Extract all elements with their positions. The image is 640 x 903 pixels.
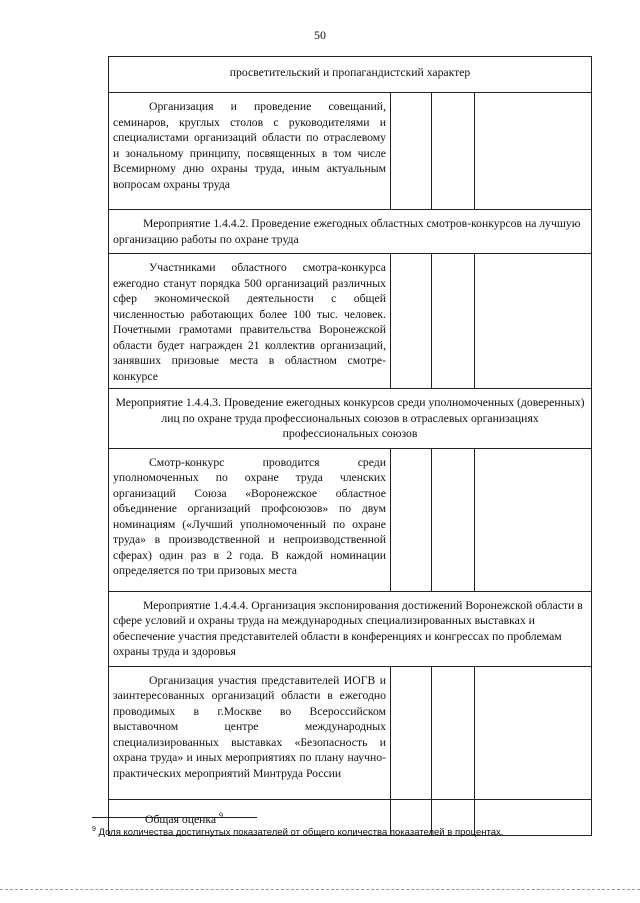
footnote-mark: 9 xyxy=(92,826,96,833)
measure-description: Смотр-конкурс проводится среди уполномоченных по охране труда членских организаций Союза «Воронежское областное объединение организаций профсоюзов» по двум номинациям («Лучший уполномоченный по охране труда» в производственной и непроизводственной сферах) один раз в 2 года. В каждой номинации определяется по три призовых места xyxy=(109,448,391,591)
footnote xyxy=(92,826,612,838)
table-cell-empty xyxy=(475,448,592,591)
table-row xyxy=(109,57,592,93)
footnote-divider xyxy=(92,817,257,818)
table-row xyxy=(109,210,592,254)
measures-table xyxy=(108,56,592,836)
table-cell-empty xyxy=(432,666,475,799)
table-cell-empty xyxy=(391,254,432,389)
table-row xyxy=(109,389,592,449)
table-row xyxy=(109,591,592,666)
section-header: просветительский и пропагандистский характер xyxy=(109,57,592,93)
table-cell-empty xyxy=(475,666,592,799)
footnote-text: Доля количества достигнутых показателей от общего количества показателей в процентах. xyxy=(98,827,504,839)
measure-description: Организация участия представителей ИОГВ и заинтересованных организаций области в ежегодно проводимых в г.Москве во Всероссийском выставочном центре международных специализированных выставках «Безопасность и охрана труда» и иных мероприятиях по плану научно-практических мероприятий Минтруда России xyxy=(109,666,391,799)
table-cell-empty xyxy=(432,448,475,591)
measure-title: Мероприятие 1.4.4.3. Проведение ежегодных конкурсов среди уполномоченных (доверенных) лиц по охране труда профессиональных союзов в отраслевых организациях профессиональных союзов xyxy=(109,389,592,449)
measure-description: Участниками областного смотра-конкурса ежегодно станут порядка 500 организаций различных сфер экономической деятельности с общей численностью работающих более 100 тыс. человек. Почетными грамотами правительства Воронежской области будет награжден 21 коллектив организаций, занявших призовые места в областном смотре-конкурсе xyxy=(109,254,391,389)
table-cell-empty xyxy=(475,93,592,210)
page-number: 50 xyxy=(314,28,326,42)
footnote-mark: 9 xyxy=(219,810,224,820)
table-cell-empty xyxy=(432,93,475,210)
measure-title: Мероприятие 1.4.4.2. Проведение ежегодных областных смотров-конкурсов на лучшую организацию работы по охране труда xyxy=(109,210,592,254)
table-row xyxy=(109,666,592,799)
total-score-text: Общая оценка xyxy=(145,812,217,826)
table-cell-empty xyxy=(432,254,475,389)
page-bottom-divider xyxy=(0,889,640,890)
table-row xyxy=(109,254,592,389)
table-cell-empty xyxy=(475,254,592,389)
table-cell-empty xyxy=(391,666,432,799)
table-row xyxy=(109,93,592,210)
measure-description: Организация и проведение совещаний, семинаров, круглых столов с руководителями и специалистами организаций области по отраслевому и зональному принципу, посвященных в том числе Всемирному дню охраны труда, иным актуальным вопросам охраны труда xyxy=(109,93,391,210)
table-row xyxy=(109,448,592,591)
table-cell-empty xyxy=(391,448,432,591)
table-cell-empty xyxy=(391,93,432,210)
measure-title: Мероприятие 1.4.4.4. Организация экспонирования достижений Воронежской области в сфере условий и охраны труда на международных специализированных выставках и обеспечение участия представителей области в конференциях и конгрессах по проблемам охраны труда и здоровья xyxy=(109,591,592,666)
